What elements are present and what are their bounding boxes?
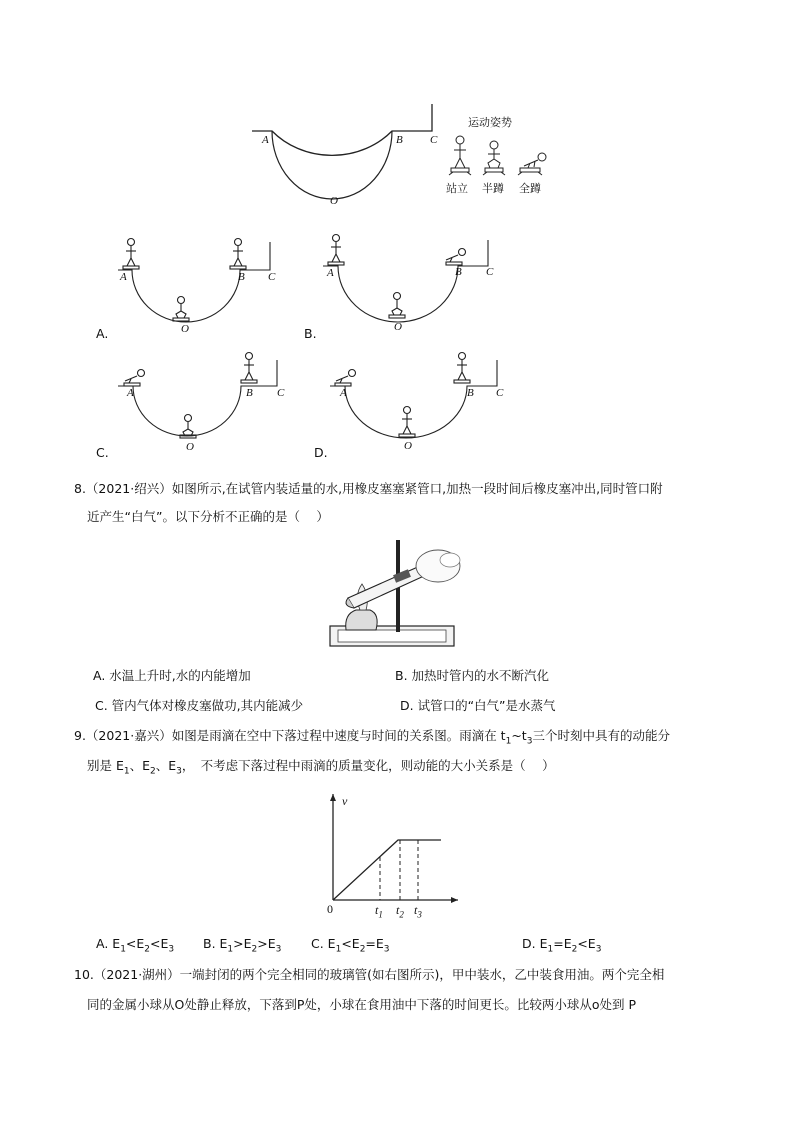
option-b-letter: B. <box>304 326 317 341</box>
opt-a-point-o: O <box>181 323 189 335</box>
t1-label: $t_1$ <box>375 903 383 920</box>
posture-standing-label: 站立 <box>446 182 468 195</box>
q9-stem-line2: 别是 $E_1$、$E_2$、$E_3$， 不考虑下落过程中雨滴的质量变化，则动能的大小关系是（ ） <box>87 758 555 777</box>
opt-d-point-b: B <box>467 387 474 399</box>
opt-a-point-b: B <box>238 271 245 283</box>
opt-c-point-c: C <box>277 387 285 399</box>
point-c-label: C <box>430 134 438 146</box>
v-axis-label: v <box>342 794 348 808</box>
q9-option-c: C. $E_1<E_2=E_3$ <box>311 936 390 955</box>
point-a-label: A <box>262 134 269 146</box>
q8-option-c: C. 管内气体对橡皮塞做功,其内能减少 <box>95 698 304 713</box>
origin-label: 0 <box>327 902 333 916</box>
option-a-letter: A. <box>96 326 109 341</box>
opt-b-point-b: B <box>455 266 462 278</box>
q9-option-d: D. $E_1=E_2<E_3$ <box>522 936 602 955</box>
opt-c-point-o: O <box>186 441 194 453</box>
opt-c-point-a: A <box>127 387 134 399</box>
t2-label: $t_2$ <box>396 903 404 920</box>
opt-a-point-a: A <box>120 271 127 283</box>
point-o-label: O <box>330 195 338 207</box>
q10-stem-line1: 10.（2021·湖州）一端封闭的两个完全相同的玻璃管(如右图所示)，甲中装水，乙中装食用油。两个完全相 <box>74 967 665 982</box>
q8-stem-line1: 8.（2021·绍兴）如图所示,在试管内装适量的水,用橡皮塞塞紧管口,加热一段时间后橡皮塞冲出,同时管口附 <box>74 481 663 496</box>
posture-legend-title: 运动姿势 <box>468 116 512 129</box>
posture-half-squat-label: 半蹲 <box>482 182 504 195</box>
q10-stem-line2: 同的金属小球从O处静止释放，下落到P处，小球在食用油中下落的时间更长。比较两小球从o处到 P <box>87 997 637 1012</box>
opt-d-point-a: A <box>340 387 347 399</box>
q8-option-d: D. 试管口的“白气”是水蒸气 <box>400 698 556 713</box>
point-b-label: B <box>396 134 403 146</box>
opt-b-point-c: C <box>486 266 494 278</box>
velocity-curve <box>333 840 441 900</box>
opt-d-point-o: O <box>404 440 412 452</box>
posture-full-squat-label: 全蹲 <box>519 182 541 195</box>
q8-option-b: B. 加热时管内的水不断汽化 <box>395 668 550 683</box>
t3-label: $t_3$ <box>414 903 422 920</box>
opt-b-point-a: A <box>327 267 334 279</box>
opt-b-point-o: O <box>394 321 402 333</box>
q8-option-a: A. 水温上升时,水的内能增加 <box>93 668 251 683</box>
q9-option-a: A. $E_1<E_2<E_3$ <box>96 936 175 955</box>
opt-a-point-c: C <box>268 271 276 283</box>
q9-stem-line1: 9.（2021·嘉兴）如图是雨滴在空中下落过程中速度与时间的关系图。雨滴在 $t_1\sim t_3$三个时刻中具有的动能分 <box>74 728 670 747</box>
option-c-letter: C. <box>96 445 109 460</box>
opt-d-point-c: C <box>496 387 504 399</box>
option-d-letter: D. <box>314 445 328 460</box>
q9-option-b: B. $E_1>E_2>E_3$ <box>203 936 282 955</box>
opt-c-point-b: B <box>246 387 253 399</box>
q8-stem-line2: 近产生“白气”。以下分析不正确的是（ ） <box>87 509 329 524</box>
